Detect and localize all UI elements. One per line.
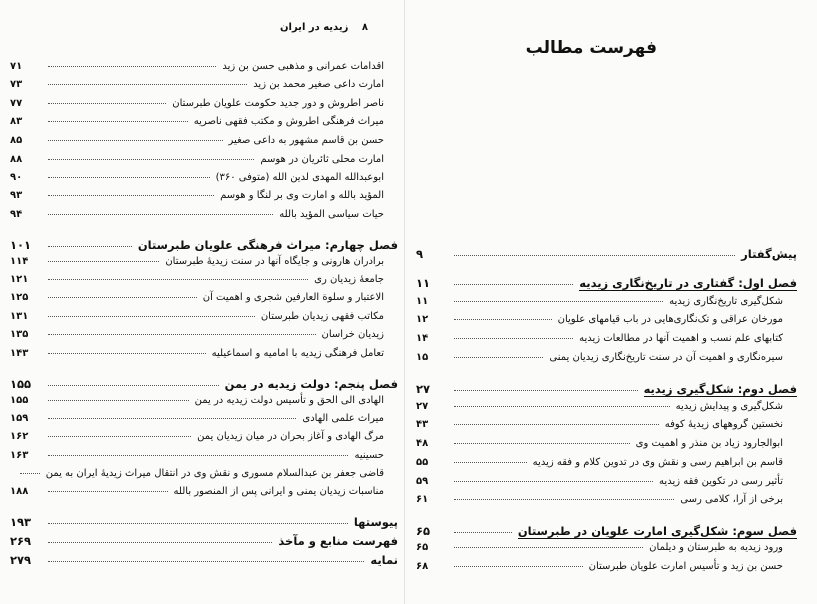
toc-entry-title: الاعتبار و سلوة العارفین شجری و اهمیت آن <box>202 292 384 303</box>
dot-leader <box>48 436 191 437</box>
dot-leader <box>454 547 643 548</box>
toc-entry-title: ابوالجارود زیاد بن منذر و اهمیت وی <box>635 438 783 449</box>
toc-chapter-entry <box>416 524 797 539</box>
toc-entry-page: ۸۳ <box>10 116 23 127</box>
toc-entry <box>10 431 398 442</box>
toc-entry <box>10 348 398 359</box>
dot-leader <box>454 301 663 302</box>
dot-leader <box>48 491 168 492</box>
toc-entry-page: ۵۹ <box>416 476 429 487</box>
toc-entry-page: ۸۵ <box>10 135 23 146</box>
toc-entry <box>416 314 797 325</box>
toc-entry-page: ۹۴ <box>10 209 23 220</box>
toc-entry <box>10 256 398 267</box>
toc-entry-page: ۹۳ <box>10 190 23 201</box>
toc-entry-page: ۹ <box>416 247 424 261</box>
toc-entry-page: ۶۵ <box>416 524 431 538</box>
toc-entry-page: ۲۷ <box>416 382 431 396</box>
dot-leader <box>454 406 670 407</box>
toc-entry-page: ۱۵۵ <box>10 377 32 391</box>
toc-entry <box>10 116 398 127</box>
left-page <box>0 0 400 604</box>
page-number: ۸ <box>361 22 368 33</box>
dot-leader <box>48 121 188 122</box>
dot-leader <box>454 499 674 500</box>
toc-entry-page: ۱۴۳ <box>10 348 29 359</box>
toc-entry <box>416 561 797 572</box>
toc-entry-title: فصل پنجم: دولت زیدیه در یمن <box>224 377 398 391</box>
running-header <box>280 22 368 33</box>
dot-leader <box>454 284 573 285</box>
dot-leader <box>454 462 527 463</box>
dot-leader <box>48 561 364 562</box>
toc-entry <box>10 190 398 201</box>
toc-entry-title: حیات سیاسی المؤید بالله <box>279 209 384 220</box>
dot-leader <box>48 353 206 354</box>
toc-entry-title: میراث علمی الهادی <box>302 413 384 424</box>
toc-entry-title: فصل چهارم: میراث فرهنگی علویان طبرستان <box>137 238 398 252</box>
dot-leader <box>454 481 653 482</box>
toc-entry <box>10 79 398 90</box>
toc-chapter-entry <box>10 377 398 391</box>
toc-entry-title: تأثیر رسی در تکوین فقه زیدیه <box>659 476 783 487</box>
toc-entry-page: ۱۱ <box>416 276 431 290</box>
toc-entry <box>416 494 797 505</box>
toc-entry-title: امارت محلی ثائریان در هوسم <box>260 154 384 165</box>
toc-entry-page: ۱۴ <box>416 333 429 344</box>
toc-entry-page: ۱۶۲ <box>10 431 29 442</box>
toc-entry <box>416 542 797 553</box>
toc-chapter-entry <box>416 382 797 397</box>
toc-chapter-entry <box>10 534 398 548</box>
toc-entry-page: ۱۱۴ <box>10 256 29 267</box>
toc-entry-title: تعامل فرهنگی زیدیه با امامیه و اسماعیلیه <box>211 348 384 359</box>
toc-entry-title: مکاتب فقهی زیدیان طبرستان <box>260 311 384 322</box>
toc-entry-page: ۲۷۹ <box>10 553 32 567</box>
toc-entry-page: ۱۲ <box>416 314 429 325</box>
toc-entry <box>10 329 398 340</box>
toc-entry-page: ۶۵ <box>416 542 429 553</box>
toc-entry <box>10 292 398 303</box>
dot-leader <box>48 261 159 262</box>
toc-entry <box>416 333 797 344</box>
toc-entry <box>416 438 797 449</box>
toc-chapter-entry <box>10 238 398 252</box>
toc-entry-title: حسن بن قاسم مشهور به داعی صغیر <box>228 135 384 146</box>
toc-entry <box>10 311 398 322</box>
toc-chapter-entry <box>416 276 797 291</box>
toc-entry <box>416 352 797 363</box>
toc-entry-title: امارت داعی صغیر محمد بن زید <box>253 79 384 90</box>
toc-entry-title: نمایه <box>370 553 398 567</box>
toc-entry-title: مورخان عراقی و تک‌نگاری‌هایی در باب قیامهای علویان <box>557 314 783 325</box>
right-page <box>412 0 817 604</box>
dot-leader <box>48 103 166 104</box>
toc-entry <box>10 395 398 406</box>
dot-leader <box>454 357 543 358</box>
toc-entry-page: ۲۷ <box>416 401 429 412</box>
dot-leader <box>48 214 273 215</box>
toc-entry-title: حسن بن زید و تأسیس امارت علویان طبرستان <box>588 561 783 572</box>
dot-leader <box>48 159 254 160</box>
toc-entry-page: ۷۳ <box>10 79 23 90</box>
dot-leader <box>48 279 308 280</box>
toc-entry <box>10 209 398 220</box>
toc-entry-title: مرگ الهادی و آغاز بحران در میان زیدیان یمن <box>197 431 384 442</box>
dot-leader <box>454 338 573 339</box>
toc-entry-title: ورود زیدیه به طبرستان و دیلمان <box>649 542 783 553</box>
page-spine <box>404 0 405 604</box>
toc-entry-title: ابوعبدالله المهدی لدین الله (متوفی ۳۶۰) <box>215 172 384 183</box>
toc-chapter-entry <box>10 553 398 567</box>
toc-entry-page: ۶۸ <box>416 561 429 572</box>
toc-entry-page: ۱۰۱ <box>10 238 32 252</box>
toc-entry-title: نخستین گروههای زیدیهٔ کوفه <box>664 419 783 430</box>
dot-leader <box>454 424 659 425</box>
toc-entry-title: حسینیه <box>354 450 384 461</box>
toc-entry-page: ۶۱ <box>416 494 429 505</box>
dot-leader <box>48 316 255 317</box>
toc-entry-title: میراث فرهنگی اطروش و مکتب فقهی ناصریه <box>193 116 384 127</box>
toc-entry-page: ۹۰ <box>10 172 23 183</box>
toc-entry-title: الهادی الی الحق و تأسیس دولت زیدیه در یمن <box>194 395 384 406</box>
toc-entry-title: برادران هارونی و جایگاه آنها در سنت زیدیهٔ طبرستان <box>165 256 384 267</box>
toc-entry-title: ناصر اطروش و دور جدید حکومت علویان طبرستان <box>172 98 384 109</box>
dot-leader <box>48 195 214 196</box>
toc-entry <box>10 468 398 479</box>
toc-entry-title: اقدامات عمرانی و مذهبی حسن بن زید <box>222 61 384 72</box>
dot-leader <box>454 319 552 320</box>
running-title: زیدیه در ایران <box>280 22 349 33</box>
toc-entry-title: زیدیان خراسان <box>321 329 384 340</box>
toc-entry-title: فصل سوم: شکل‌گیری امارت علویان در طبرستان <box>517 524 797 538</box>
toc-entry-page: ۱۱ <box>416 296 429 307</box>
toc-entry-page: ۵۵ <box>416 457 429 468</box>
dot-leader <box>454 255 735 256</box>
dot-leader <box>48 418 296 419</box>
toc-entry-title: کتابهای علم نسب و اهمیت آنها در مطالعات زیدیه <box>579 333 783 344</box>
dot-leader <box>48 334 316 335</box>
toc-chapter-entry <box>10 515 398 529</box>
toc-entry-title: قاسم بن ابراهیم رسی و نقش وی در تدوین کلام و فقه زیدیه <box>532 457 783 468</box>
toc-entry <box>10 172 398 183</box>
toc-entry-title: پیش‌گفتار <box>741 247 797 261</box>
toc-entry-page: ۸۸ <box>10 154 23 165</box>
toc-entry-page: ۷۷ <box>10 98 23 109</box>
toc-entry-page: ۴۸ <box>416 438 429 449</box>
toc-entry-page: ۲۶۹ <box>10 534 32 548</box>
toc-entry <box>10 486 398 497</box>
toc-entry <box>10 61 398 72</box>
dot-leader <box>48 297 197 298</box>
dot-leader <box>454 390 638 391</box>
toc-entry-page: ۱۲۵ <box>10 292 29 303</box>
toc-entry-page: ۱۵۹ <box>10 413 29 424</box>
toc-entry-page: ۱۵۵ <box>10 395 29 406</box>
toc-entry <box>416 296 797 307</box>
toc-entry-title: شکل‌گیری تاریخ‌نگاری زیدیه <box>669 296 783 307</box>
toc-entry-title: پیوستها <box>353 515 398 529</box>
toc-entry-title: برخی از آرا، کلامی رسی <box>680 494 783 505</box>
toc-entry-page: ۷۱ <box>10 61 23 72</box>
toc-entry <box>10 413 398 424</box>
toc-entry-page <box>0 468 14 479</box>
toc-entry <box>10 98 398 109</box>
dot-leader <box>48 542 272 543</box>
toc-entry-title: شکل‌گیری و پیدایش زیدیه <box>675 401 783 412</box>
toc-heading: فهرست مطالب <box>525 38 657 58</box>
dot-leader <box>48 84 247 85</box>
dot-leader <box>48 385 219 386</box>
dot-leader <box>454 443 630 444</box>
toc-entry <box>416 476 797 487</box>
dot-leader <box>48 400 189 401</box>
toc-entry-page: ۱۳۱ <box>10 311 29 322</box>
dot-leader <box>454 532 512 533</box>
toc-entry <box>10 154 398 165</box>
toc-entry-title: فصل اول: گفتاری در تاریخ‌نگاری زیدیه <box>579 276 797 290</box>
dot-leader <box>48 140 223 141</box>
toc-entry-page: ۱۳۵ <box>10 329 29 340</box>
toc-entry-page: ۱۶۳ <box>10 450 29 461</box>
toc-entry-title: جامعهٔ زیدیان ری <box>314 274 384 285</box>
toc-entry-title: المؤید بالله و امارت وی بر لنگا و هوسم <box>220 190 384 201</box>
toc-entry <box>10 135 398 146</box>
toc-entry-title: فصل دوم: شکل‌گیری زیدیه <box>643 382 797 396</box>
toc-entry-page: ۱۹۳ <box>10 515 32 529</box>
dot-leader <box>48 66 216 67</box>
toc-entry-page: ۴۳ <box>416 419 429 430</box>
toc-entry <box>10 274 398 285</box>
toc-chapter-entry <box>416 247 797 261</box>
toc-entry <box>416 457 797 468</box>
toc-entry-page: ۱۵ <box>416 352 429 363</box>
dot-leader <box>48 455 348 456</box>
dot-leader <box>48 246 132 247</box>
dot-leader <box>20 473 40 474</box>
toc-entry-title: قاضی جعفر بن عبدالسلام مسوری و نقش وی در انتقال میراث زیدیهٔ ایران به یمن <box>45 468 384 479</box>
toc-entry-title: سیره‌نگاری و اهمیت آن در سنت تاریخ‌نگاری زیدیان یمنی <box>549 352 783 363</box>
dot-leader <box>454 566 583 567</box>
dot-leader <box>48 177 210 178</box>
dot-leader <box>48 523 348 524</box>
toc-entry-title: فهرست منابع و مآخذ <box>278 534 398 548</box>
toc-entry <box>416 419 797 430</box>
toc-entry-title: مناسبات زیدیان یمنی و ایرانی پس از المنصور بالله <box>173 486 384 497</box>
toc-entry <box>416 401 797 412</box>
toc-entry <box>10 450 398 461</box>
toc-entry-page: ۱۸۸ <box>10 486 29 497</box>
toc-entry-page: ۱۲۱ <box>10 274 29 285</box>
